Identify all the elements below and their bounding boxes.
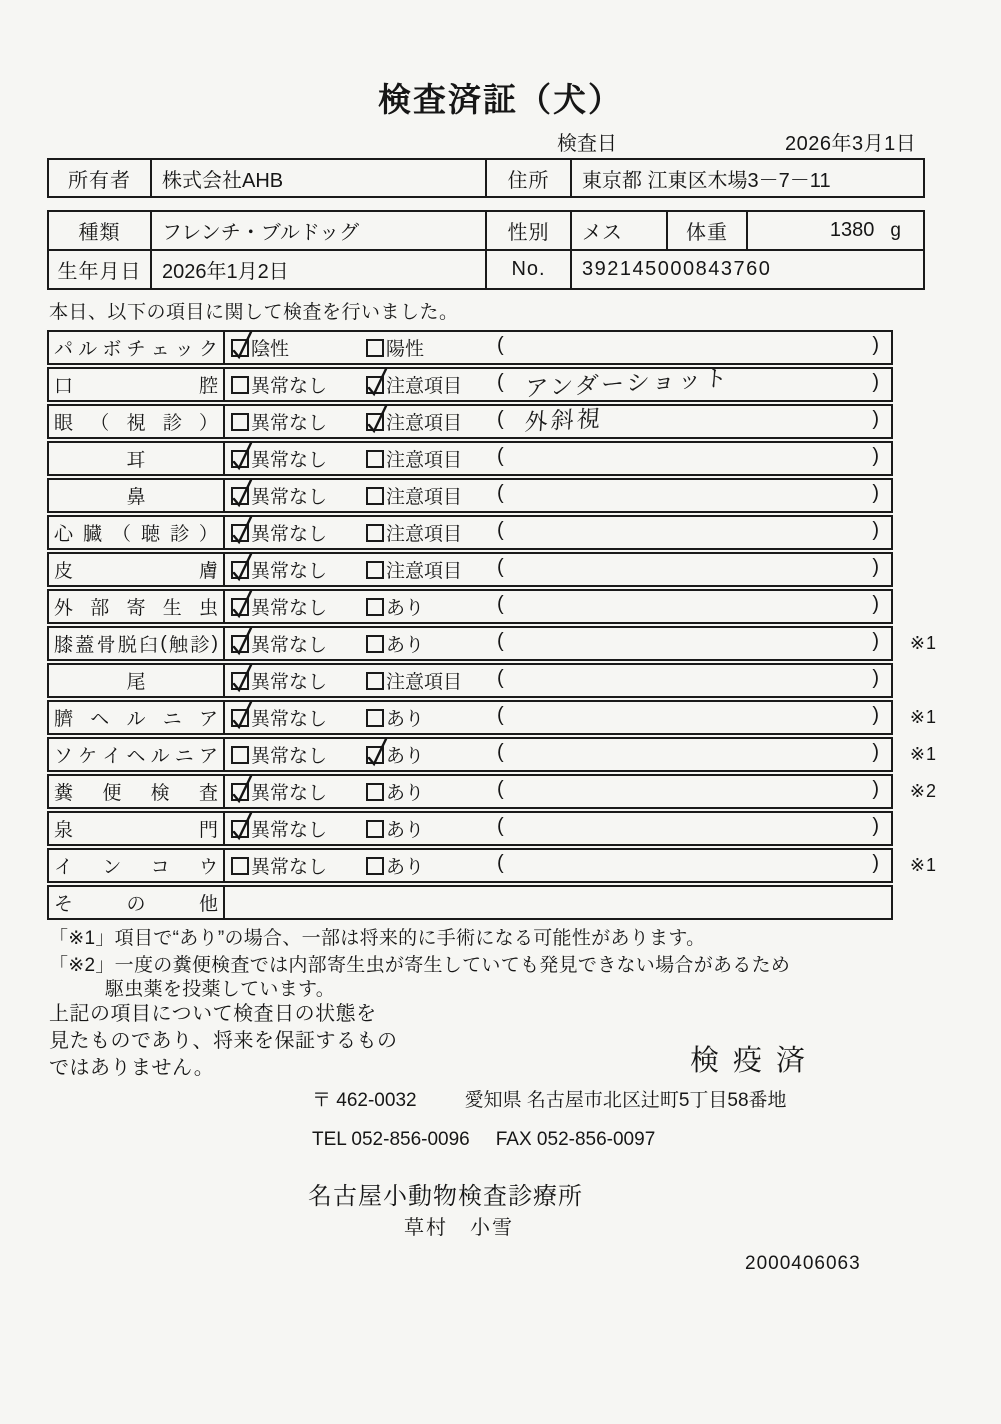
- row-label-char: ウ: [198, 857, 218, 878]
- option-unchecked: [366, 776, 424, 807]
- address-value: 東京都 江東区木場3－7－11: [582, 169, 831, 192]
- checkbox-checked: [231, 709, 249, 727]
- pet-table-row-birth: [49, 249, 923, 288]
- checkbox-unchecked: [366, 524, 384, 542]
- option-text: 異常なし: [251, 376, 328, 397]
- option-checked: [231, 443, 327, 474]
- checkbox-unchecked: [231, 746, 249, 764]
- disclaimer-line-1: 上記の項目について検査日の状態を: [49, 1003, 377, 1025]
- quarantine-passed-stamp: 検疫済: [690, 1045, 820, 1077]
- option-text: あり: [386, 598, 425, 619]
- row-content: [225, 591, 891, 622]
- row-content: [225, 665, 891, 696]
- row-label-char: の: [126, 894, 146, 915]
- paren-close: ): [872, 371, 879, 393]
- option-unchecked: [231, 369, 327, 400]
- row-label-char: 糞: [54, 783, 74, 804]
- ref-mark: ※1: [909, 633, 937, 653]
- paren-close: ): [872, 482, 879, 504]
- option-unchecked: [366, 702, 424, 733]
- sex-label: 性別: [487, 212, 572, 249]
- option-text: 陰性: [251, 339, 290, 360]
- checklist-row: [47, 404, 893, 439]
- paren-open: (: [497, 630, 504, 652]
- paren-close: ): [872, 815, 879, 837]
- row-label-char: ）: [198, 524, 218, 545]
- option-unchecked: [366, 480, 462, 511]
- checkbox-checked: [231, 339, 249, 357]
- option-checked: [231, 517, 327, 548]
- row-label-char: ア: [198, 746, 218, 767]
- row-label-char: チ: [126, 339, 146, 360]
- row-label-char: （: [90, 413, 110, 434]
- row-label-char: 便: [102, 783, 122, 804]
- option-text: 異常なし: [251, 709, 328, 730]
- owner-table: [47, 158, 925, 198]
- row-label: [49, 776, 225, 807]
- option-text: 注意項目: [386, 561, 463, 582]
- option-checked: [366, 406, 462, 437]
- row-label-char: 腔: [198, 376, 218, 397]
- owner-value: 株式会社AHB: [152, 160, 487, 196]
- row-content: [225, 887, 891, 918]
- option-text: 異常なし: [251, 450, 328, 471]
- option-text: あり: [386, 820, 425, 841]
- checklist-row: [47, 441, 893, 476]
- row-label-char: ニ: [162, 709, 182, 730]
- row-label-char: 他: [198, 894, 218, 915]
- checkbox-checked: [231, 820, 249, 838]
- row-content: [225, 739, 891, 770]
- row-label-char: 聴: [140, 524, 160, 545]
- checklist-row: [47, 700, 937, 735]
- sex-value: メス: [572, 212, 668, 249]
- option-unchecked: [366, 665, 462, 696]
- row-content: [225, 813, 891, 844]
- check-tick-icon: [230, 625, 255, 656]
- option-unchecked: [231, 406, 327, 437]
- serial-number: 2000406063: [745, 1253, 861, 1274]
- row-label-char: 診: [190, 635, 210, 656]
- checkbox-unchecked: [366, 561, 384, 579]
- paren-open: (: [497, 815, 504, 837]
- paren-open: (: [497, 519, 504, 541]
- checklist-row: [47, 552, 893, 587]
- option-text: 注意項目: [386, 524, 463, 545]
- row-label-char: ): [211, 632, 218, 654]
- row-label-char: ヘ: [126, 746, 146, 767]
- row-label-char: （: [111, 524, 131, 545]
- ref-mark: ※1: [909, 744, 937, 764]
- paren-open: (: [497, 408, 504, 430]
- pet-table: [47, 210, 925, 290]
- row-label-char: 虫: [198, 598, 218, 619]
- row-label: [49, 850, 225, 881]
- checkbox-unchecked: [366, 450, 384, 468]
- row-label-char: 膚: [198, 561, 218, 582]
- option-unchecked: [366, 628, 424, 659]
- row-label-char: 眼: [54, 413, 74, 434]
- weight-value-cell: [748, 212, 923, 249]
- footnote-1: 「※1」項目で“あり”の場合、一部は将来的に手術になる可能性があります。: [49, 928, 706, 949]
- row-label-char: 外: [54, 598, 74, 619]
- option-text: 異常なし: [251, 820, 328, 841]
- row-content: [225, 406, 891, 437]
- row-content: [225, 443, 891, 474]
- weight-label: 体重: [668, 212, 748, 249]
- row-label-char: 脱: [117, 635, 137, 656]
- paren-close: ): [872, 445, 879, 467]
- paren-close: ): [872, 704, 879, 726]
- row-label-char: 査: [198, 783, 218, 804]
- row-label-char: ッ: [174, 339, 194, 360]
- row-label-char: 診: [162, 413, 182, 434]
- option-text: あり: [386, 709, 425, 730]
- checklist-row: [47, 663, 893, 698]
- checkbox-unchecked: [231, 376, 249, 394]
- row-label: [49, 702, 225, 733]
- row-content: [225, 850, 891, 881]
- no-value: 392145000843760: [582, 258, 772, 280]
- option-text: 陽性: [386, 339, 425, 360]
- paren-open: (: [497, 741, 504, 763]
- row-label-char: 検: [150, 783, 170, 804]
- row-label: [49, 443, 225, 474]
- option-checked: [366, 369, 462, 400]
- weight-unit: g: [890, 219, 901, 241]
- row-label: [49, 591, 225, 622]
- option-text: 異常なし: [251, 635, 328, 656]
- checklist-row: [47, 737, 937, 772]
- option-text: 注意項目: [386, 672, 463, 693]
- row-label-char: そ: [54, 894, 74, 915]
- option-text: あり: [386, 746, 425, 767]
- option-text: 異常なし: [251, 524, 328, 545]
- row-label-char: 臍: [54, 709, 74, 730]
- clinic-postal-code: 〒 462-0032: [312, 1090, 417, 1111]
- paren-close: ): [872, 593, 879, 615]
- checklist-row: [47, 364, 893, 402]
- check-tick-icon: [230, 551, 255, 582]
- examiner-name: 草村 小雪: [404, 1217, 514, 1239]
- row-label-char: (: [160, 632, 167, 654]
- paren-close: ): [872, 778, 879, 800]
- checkbox-unchecked: [366, 709, 384, 727]
- row-label: [49, 554, 225, 585]
- disclaimer-text: [49, 1001, 398, 1082]
- exam-date-value: 2026年3月1日: [785, 133, 917, 155]
- check-tick-icon: [230, 588, 255, 619]
- row-label: [49, 406, 225, 437]
- row-label-char: 寄: [126, 598, 146, 619]
- option-unchecked: [366, 332, 424, 363]
- option-text: あり: [386, 857, 425, 878]
- checklist-row: [47, 811, 893, 846]
- row-label-char: ル: [78, 339, 98, 360]
- row-label: [49, 369, 225, 400]
- checklist-row: [47, 848, 937, 883]
- checkbox-unchecked: [366, 487, 384, 505]
- disclaimer-line-2: 見たものであり、将来を保証するもの: [49, 1030, 398, 1052]
- pet-table-row-breed: [49, 212, 923, 249]
- ref-mark: ※1: [909, 855, 937, 875]
- breed-value: フレンチ・ブルドッグ: [152, 212, 487, 249]
- option-unchecked: [366, 554, 462, 585]
- option-unchecked: [366, 591, 424, 622]
- row-label: [49, 480, 225, 511]
- checkbox-checked: [231, 561, 249, 579]
- birthdate-value: 2026年1月2日: [152, 251, 487, 288]
- checkbox-checked: [231, 635, 249, 653]
- option-checked: [231, 554, 327, 585]
- checkbox-checked: [366, 746, 384, 764]
- check-tick-icon: [230, 514, 255, 545]
- check-tick-icon: [365, 736, 390, 767]
- option-checked: [231, 591, 327, 622]
- row-content: [225, 702, 891, 733]
- row-label-char: 皮: [54, 561, 74, 582]
- row-label: [49, 813, 225, 844]
- checkbox-unchecked: [366, 783, 384, 801]
- checkbox-unchecked: [231, 413, 249, 431]
- row-label-char: 臼: [139, 635, 159, 656]
- checkbox-checked: [231, 487, 249, 505]
- row-content: [225, 332, 891, 363]
- option-checked: [231, 702, 327, 733]
- option-text: 異常なし: [251, 746, 328, 767]
- option-text: 注意項目: [386, 376, 463, 397]
- paren-close: ): [872, 852, 879, 874]
- clinic-tel-line: [312, 1129, 655, 1151]
- checklist-row: [47, 330, 893, 365]
- checklist-row: [47, 885, 893, 920]
- exam-date-label: 検査日: [557, 133, 617, 155]
- check-tick-icon: [230, 662, 255, 693]
- paren-close: ): [872, 630, 879, 652]
- footnote-3: 駆虫薬を投薬しています。: [105, 979, 336, 1000]
- row-label-char: 触: [169, 635, 189, 656]
- row-label-char: 心: [54, 524, 74, 545]
- clinic-tel: TEL 052-856-0096: [312, 1129, 470, 1150]
- row-label-char: 門: [198, 820, 218, 841]
- row-label: [49, 665, 225, 696]
- row-label-char: ル: [150, 746, 170, 767]
- document-title: 検査済証（犬）: [378, 81, 623, 118]
- row-label-char: コ: [150, 857, 170, 878]
- option-checked: [231, 776, 327, 807]
- checklist-row: [47, 589, 893, 624]
- row-label-char: 鼻: [126, 487, 146, 508]
- check-tick-icon: [365, 366, 390, 397]
- row-label-char: ク: [198, 339, 218, 360]
- option-text: 異常なし: [251, 561, 328, 582]
- check-tick-icon: [230, 477, 255, 508]
- checklist-row: [47, 478, 893, 513]
- checkbox-checked: [231, 450, 249, 468]
- checkbox-unchecked: [366, 635, 384, 653]
- option-unchecked: [366, 813, 424, 844]
- row-label-char: ヘ: [90, 709, 110, 730]
- paren-open: (: [497, 334, 504, 356]
- check-tick-icon: [365, 403, 390, 434]
- paren-open: (: [497, 704, 504, 726]
- checkbox-checked: [231, 598, 249, 616]
- row-label-char: ア: [198, 709, 218, 730]
- disclaimer-line-3: ではありません。: [49, 1057, 215, 1079]
- checkbox-unchecked: [366, 820, 384, 838]
- row-label-char: 骨: [96, 635, 116, 656]
- paren-open: (: [497, 778, 504, 800]
- ref-mark: ※1: [909, 707, 937, 727]
- option-unchecked: [366, 443, 462, 474]
- checkbox-checked: [366, 413, 384, 431]
- clinic-name: 名古屋小動物検査診療所: [308, 1183, 583, 1210]
- row-label: [49, 332, 225, 363]
- row-label-char: 耳: [126, 450, 146, 471]
- checkbox-checked: [366, 376, 384, 394]
- option-checked: [231, 628, 327, 659]
- row-label-char: イ: [102, 746, 122, 767]
- option-text: あり: [386, 635, 425, 656]
- row-label: [49, 517, 225, 548]
- option-checked: [231, 665, 327, 696]
- paren-open: (: [497, 593, 504, 615]
- check-tick-icon: [230, 773, 255, 804]
- paren-close: ): [872, 334, 879, 356]
- paren-open: (: [497, 371, 504, 393]
- row-label-char: 臓: [82, 524, 102, 545]
- clinic-address: 愛知県 名古屋市北区辻町5丁目58番地: [464, 1090, 787, 1111]
- row-label-char: 膝: [54, 635, 74, 656]
- checkbox-unchecked: [366, 598, 384, 616]
- row-label-char: ボ: [102, 339, 122, 360]
- row-label-char: ケ: [78, 746, 98, 767]
- footnote-2: 「※2」一度の糞便検査では内部寄生虫が寄生していても発見できない場合があるため: [49, 955, 791, 976]
- owner-label: 所有者: [49, 160, 152, 196]
- row-label-char: 視: [126, 413, 146, 434]
- row-label-char: 生: [162, 598, 182, 619]
- option-text: あり: [386, 783, 425, 804]
- birthdate-label: 生年月日: [49, 251, 152, 288]
- row-label: [49, 628, 225, 659]
- row-label-char: 蓋: [75, 635, 95, 656]
- checklist-table: [47, 330, 937, 922]
- checkbox-unchecked: [366, 339, 384, 357]
- paren-close: ): [872, 667, 879, 689]
- handwritten-note: アンダーショット: [524, 364, 731, 402]
- row-label-char: 診: [169, 524, 189, 545]
- paren-close: ): [872, 556, 879, 578]
- paren-close: ): [872, 519, 879, 541]
- clinic-postal-line: [312, 1085, 787, 1112]
- checkbox-checked: [231, 672, 249, 690]
- ref-mark: ※2: [909, 781, 937, 801]
- breed-label: 種類: [49, 212, 152, 249]
- paren-open: (: [497, 445, 504, 467]
- option-checked: [231, 813, 327, 844]
- check-tick-icon: [230, 810, 255, 841]
- checkbox-unchecked: [231, 857, 249, 875]
- checkbox-unchecked: [366, 857, 384, 875]
- paren-open: (: [497, 852, 504, 874]
- clinic-fax: FAX 052-856-0097: [495, 1129, 656, 1150]
- row-label-char: ニ: [174, 746, 194, 767]
- paren-open: (: [497, 482, 504, 504]
- option-text: 注意項目: [386, 487, 463, 508]
- checkbox-checked: [231, 524, 249, 542]
- row-label-char: ソ: [54, 746, 74, 767]
- option-text: 異常なし: [251, 857, 328, 878]
- address-label: 住所: [487, 160, 572, 196]
- row-label-char: ル: [126, 709, 146, 730]
- paren-open: (: [497, 667, 504, 689]
- checkbox-checked: [231, 783, 249, 801]
- option-text: 異常なし: [251, 672, 328, 693]
- checklist-row: [47, 626, 937, 661]
- no-label: No.: [487, 251, 572, 288]
- row-label-char: 尾: [126, 672, 146, 693]
- option-text: 異常なし: [251, 487, 328, 508]
- option-text: 注意項目: [386, 450, 463, 471]
- paren-close: ): [872, 408, 879, 430]
- row-content: [225, 517, 891, 548]
- option-unchecked: [366, 517, 462, 548]
- option-text: 異常なし: [251, 598, 328, 619]
- row-label-char: 泉: [54, 820, 74, 841]
- checklist-row: [47, 515, 893, 550]
- option-checked: [231, 480, 327, 511]
- row-label-char: ）: [198, 413, 218, 434]
- intro-line: 本日、以下の項目に関して検査を行いました。: [49, 302, 459, 323]
- check-tick-icon: [230, 440, 255, 471]
- row-content: [225, 364, 891, 402]
- row-label-char: パ: [54, 339, 74, 360]
- option-unchecked: [366, 850, 424, 881]
- paren-close: ): [872, 741, 879, 763]
- row-label-char: イ: [54, 857, 74, 878]
- weight-value: 1380: [829, 219, 875, 241]
- checklist-row: [47, 774, 937, 809]
- paren-open: (: [497, 556, 504, 578]
- check-tick-icon: [230, 699, 255, 730]
- option-text: 注意項目: [386, 413, 463, 434]
- handwritten-note: 外斜視: [524, 404, 604, 436]
- option-text: 異常なし: [251, 413, 328, 434]
- option-unchecked: [231, 850, 327, 881]
- row-label-char: ン: [102, 857, 122, 878]
- option-text: 異常なし: [251, 783, 328, 804]
- checkbox-unchecked: [366, 672, 384, 690]
- check-tick-icon: [230, 329, 255, 360]
- row-content: [225, 480, 891, 511]
- option-checked: [366, 739, 424, 770]
- option-unchecked: [231, 739, 327, 770]
- row-content: [225, 776, 891, 807]
- row-label-char: 部: [90, 598, 110, 619]
- row-content: [225, 628, 891, 659]
- option-checked: [231, 332, 289, 363]
- row-content: [225, 554, 891, 585]
- row-label: [49, 739, 225, 770]
- row-label-char: 口: [54, 376, 74, 397]
- row-label-char: ェ: [150, 339, 170, 360]
- row-label: [49, 887, 225, 918]
